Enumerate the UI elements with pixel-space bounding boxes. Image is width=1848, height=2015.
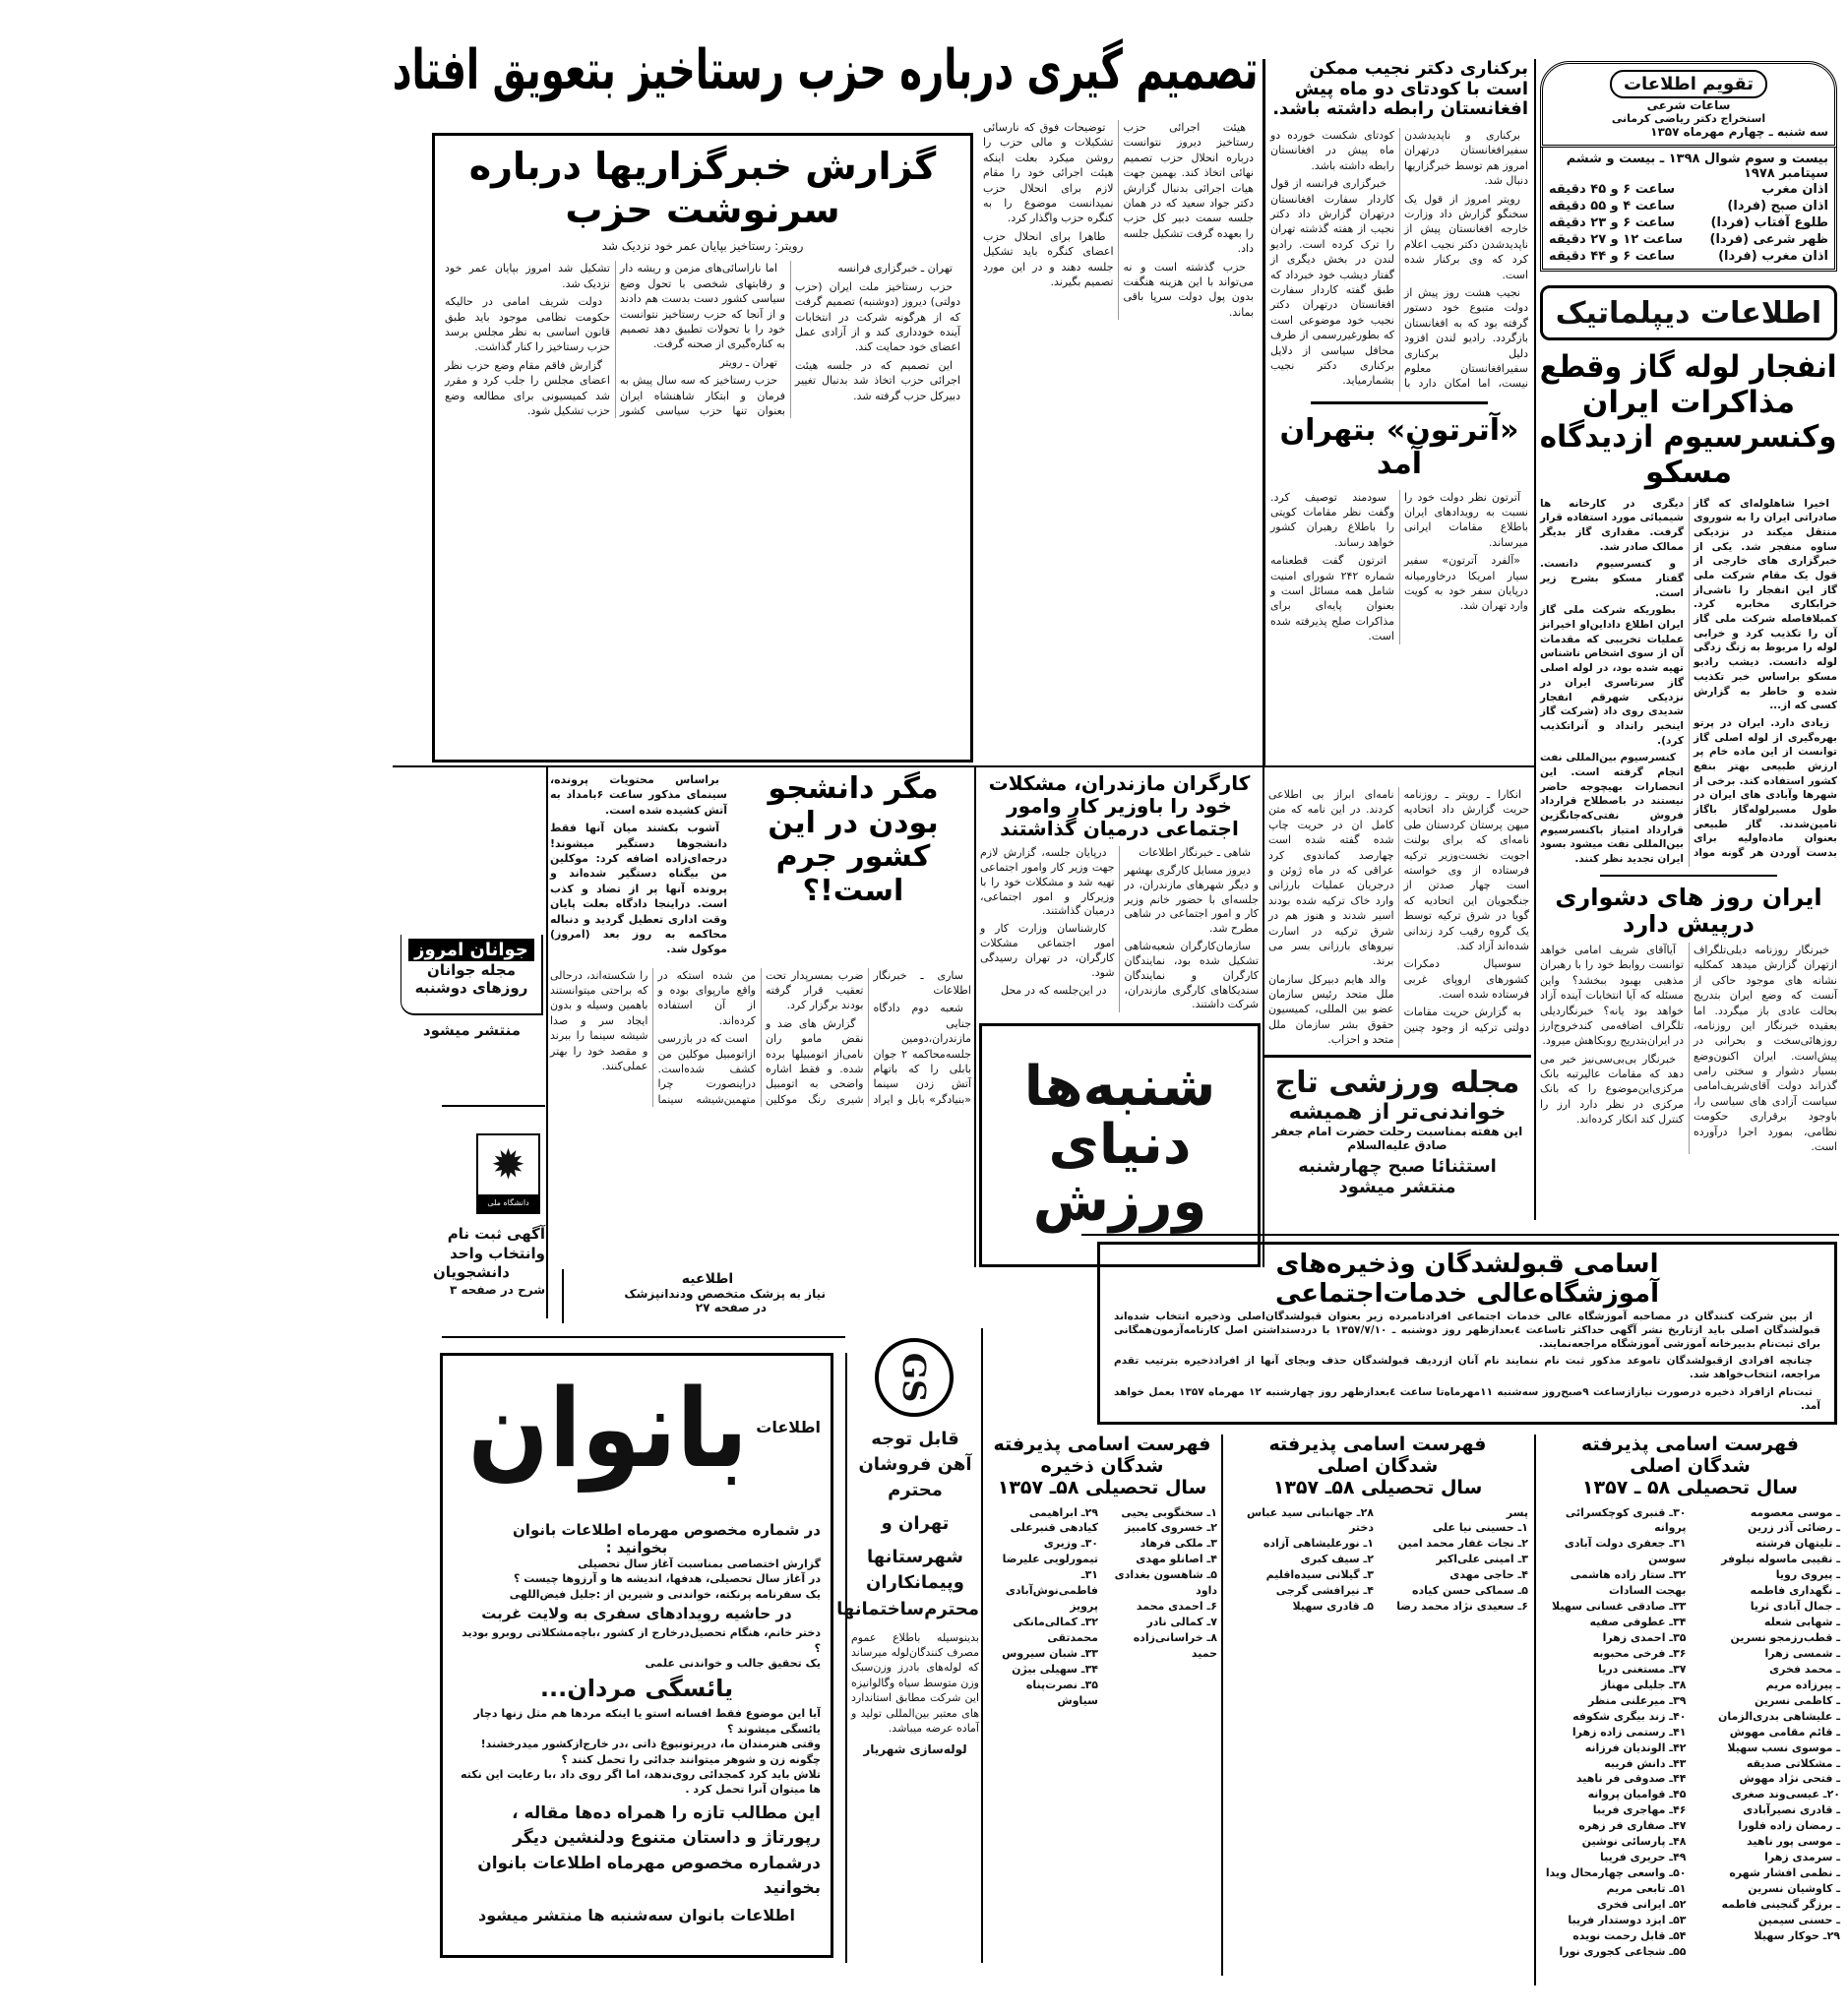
banovan-items — [453, 1625, 821, 1671]
list-year: سال تحصیلی ۵۸ـ ۱۳۵۷ — [1272, 1476, 1483, 1498]
list-item: ـ محمد فخری — [1769, 1662, 1840, 1676]
paragraph: آیاآقای شریف امامی خواهد توانست روابط خود را با رهبران مذهبی بهبود ببخشد؟ واین مسئله که آیا انتخابات آینده آزاد خواهد بود یانه؟ خبرنگاردیلی تلگراف اضافه‌می کندخروج‌ارز در ایران‌بتدریج روبکاهش میرود. — [1540, 943, 1684, 1048]
iron-ad-line: آهن فروشان — [858, 1454, 972, 1476]
list-item: ۴۷ـ صفاری فر زهره — [1578, 1819, 1687, 1833]
list-item: ۱ـ نورعلیشاهی آزاده — [1263, 1537, 1374, 1551]
paragraph: تهران ـ رویتر — [719, 355, 777, 369]
paragraph: درپایان جلسه، گزارش لازم جهت وزیر کار وامور اجتماعی تهیه شد و مشکلات خود را با وزیرکار و امور اجتماعی، درمیان گذاشتند. — [980, 846, 1115, 918]
paragraph: چنانچه افرادی ازقبولشدگان تاموعد مذکور ثبت نام ننمایند نام آنان ازردیف قبولشدگان حذف وبجای آنها از افرادذخیره بترتیب تقدم مراجعه، انتخاب‌خواهد شد. — [1114, 1355, 1820, 1381]
paragraph: یک سفرنامه پرنکته، خواندنی و شیرین از :جلیل فیض‌اللهی — [509, 1587, 821, 1601]
prayer-time-row — [1543, 214, 1834, 231]
afghan-article — [1270, 59, 1528, 392]
university-ad-line: آگهی ثبت نام — [447, 1225, 545, 1243]
banovan-read: بخوانید : — [605, 1539, 668, 1557]
box-article — [432, 133, 973, 763]
list-item: ۲ـ سیف کبری — [1300, 1553, 1374, 1566]
paragraph: برکناری و ناپدیدشدن سفیرافغانستان درتهران امروز هم توسط خبرگزاریها دنبال شد. — [1404, 129, 1528, 188]
list-item: ـ برزگر گنجینی فاطمه — [1721, 1897, 1840, 1911]
list-item: ۶ـ احمدی محمد — [1136, 1600, 1217, 1614]
paragraph: دولت شریف امامی در حالیکه حکومت نظامی موجود باید طبق قانون اساسی به نظر مجلس برسد حزب رستاخیز را کنار گذاشت. — [445, 295, 610, 354]
paragraph: شاهی ـ خبرنگار اطلاعات — [1139, 846, 1251, 859]
university-ad-page: شرح در صفحه ۳ — [450, 1282, 545, 1297]
paragraph: سودمند توصیف کرد. وگفت نظر مقامات کویتی را باطلاع رهبران کشور خواهد رساند. — [1270, 490, 1394, 549]
paragraph: گزارش فاقم مقام وضع حزب نظر اعضای مجلس را جلب کرد و مقرر شد کمیسیونی برای مطالعه وضع حزب تشکیل شود. — [445, 358, 610, 417]
iron-ad-signature: لوله‌سازی شهریار — [863, 1742, 967, 1757]
list-column — [987, 1505, 1098, 1709]
notice-title: اطلاعیه — [681, 1271, 734, 1287]
javanan-published: منتشر میشود — [422, 1021, 522, 1039]
list-item: ـ فتحی نژاد مهوش — [1739, 1772, 1840, 1786]
list-item: ـ کاوشیان نسرین — [1748, 1882, 1840, 1896]
paragraph: «آلفرد آترتون» سفیر سیار امریکا درخاورمیانه درپایان سفر خود به کویت وارد تهران شد. — [1404, 554, 1528, 613]
list-item: ـ رمضان زاده فلورا — [1738, 1819, 1840, 1833]
list-item: ـ پیرزاده مریم — [1765, 1678, 1840, 1691]
list-item: ـ شمسی زهرا — [1764, 1646, 1840, 1660]
list-item: ـ نقیبی ماسوله نیلوفر — [1721, 1553, 1840, 1566]
diplomatic-banner-text: اطلاعات دیپلماتیک — [1555, 295, 1822, 331]
students-headline: مگر دانشجو بودن در این کشور جرم است!؟ — [768, 771, 939, 908]
taj-published: منتشر میشود — [1338, 1177, 1456, 1197]
iran-body — [1540, 943, 1837, 1154]
paragraph: حزب رستاخیز که سه سال پیش به فرمان و ابتکار شاهنشاه ایران بعنوان تنها حزب سیاسی کشور تشکیل شد امروز بپایان عمر خود نزدیک شد. — [445, 262, 785, 417]
list-item: ۴۹ـ حریری فریبا — [1600, 1851, 1687, 1864]
list-item: ۲۹ـ حوکار سهیلا — [1754, 1928, 1840, 1942]
banovan-logo-wrap — [467, 1364, 747, 1494]
banovan-logo — [453, 1364, 821, 1521]
calendar-title: تقویم اطلاعات — [1610, 70, 1767, 98]
paragraph: هیئت اجرائی حزب رستاخیز دیروز نتوانست درباره انحلال حزب تصمیم نهائی اتخاذ کند. بهمین جهت هیات اجرائی بدنبال گزارش دکتر جواد سعید که در همان جلسه سمت دبیر کل حزب را بعهده گرفت تشکیل جلسه داد. — [1123, 121, 1254, 256]
mazandaran-headline: کارگران مازندران، مشکلات خود را باوزیر کار وامور اجتماعی درمیان گذاشتند — [988, 771, 1251, 840]
paragraph: شعبه دوم دادگاه جنایی مازندران،دومین جلسه‌محاکمه ۲ جوان بابلی را که باتهام آتش زدن سینما «بنیادگر» بابل و ایراد ضرب بمسرپدار تحت تعقیب قرار گرفته بودند برگزار کرد. — [766, 968, 971, 1106]
paragraph: آیا این موضوع فقط افسانه استو یا اینکه مردها هم مثل زنها دچار یائسگی میشوند ؟ — [473, 1707, 821, 1736]
list-item: ۳۰ـ وزیری تیمورلویی علیرضا — [1002, 1537, 1098, 1566]
list-title: فهرست اسامی پذیرفته — [1268, 1434, 1487, 1455]
sports-weekly-line: ورزش — [1032, 1170, 1207, 1235]
list-item: ۳۰ـ قنبری کوچکسرائی پروانه — [1565, 1505, 1687, 1535]
list-item: ۳۴ـ عطوفی صفیه — [1589, 1616, 1687, 1629]
list-columns — [1227, 1505, 1528, 1616]
list-item: ۵۴ـ قابل رحمت نویده — [1572, 1928, 1687, 1942]
gas-headline-line: وکنسرسیوم ازدیدگاه — [1540, 419, 1837, 456]
list-item: ۲ـ نجات غفار محمد امین — [1397, 1537, 1528, 1551]
list-item: ۳۲ـ ستار زاده هاشمی بهجت السادات — [1570, 1568, 1687, 1598]
banovan-intro: در شماره مخصوص مهرماه اطلاعات بانوان — [513, 1521, 821, 1539]
gas-body — [1540, 497, 1837, 867]
taj-note: این هفته بمناسبت رحلت حضرت امام جعفر صادق علیه‌السلام — [1271, 1125, 1523, 1152]
list-item: ۴۲ـ الوندیان فرزانه — [1584, 1740, 1687, 1754]
paragraph: در این‌جلسه که در محل — [1000, 983, 1107, 997]
university-logo — [476, 1133, 540, 1225]
acceptance-headline: اسامی قبولشدگان وذخیره‌های — [1275, 1250, 1659, 1279]
list-item: ـ قطب‌رزمجو نسرین — [1730, 1631, 1840, 1645]
prayer-time-row — [1543, 198, 1834, 214]
reserve-list — [987, 1435, 1217, 1709]
prayer-time-row — [1543, 181, 1834, 198]
list-item: ۵ـ شاهسون بغدادی داود — [1114, 1568, 1217, 1598]
iron-ad-line: محترم — [888, 1480, 943, 1501]
prayer-time-value: ساعت ۶ و ۲۳ دقیقه — [1549, 215, 1676, 230]
list-year: سال تحصیلی ۵۸ـ ۱۳۵۷ — [997, 1476, 1207, 1498]
list-item: ـ جمال آبادی ثریا — [1750, 1600, 1840, 1614]
students-body — [550, 968, 971, 1108]
list-item: ۲ـ خسروی کامبیز — [1124, 1521, 1217, 1535]
mazandaran-body — [980, 846, 1259, 1012]
list-item: ۳ـ ملکی فرهاد — [1140, 1537, 1217, 1551]
list-item: ۵۲ـ ایرانی فخری — [1596, 1897, 1687, 1911]
prayer-time-value: ساعت ۱۲ و ۲۷ دقیقه — [1549, 232, 1683, 247]
iran-headline: ایران روز های دشواری درپیش دارد — [1555, 883, 1822, 939]
list-item: ۳۳ـ صادقی غسانی سهیلا — [1552, 1600, 1687, 1614]
calendar-source: استخراج دکتر ریاضی کرمانی — [1611, 112, 1766, 125]
paragraph: چگونه زن و شوهر میتوانند جدائی را تحمل کنند ؟ — [561, 1752, 821, 1766]
list-item: ۲۰ـ عیسی‌وند صغری — [1731, 1788, 1840, 1801]
paragraph: از بین شرکت کنندگان در مصاحبه آموزشگاه عالی خدمات اجتماعی افرادنامبرده زیر بعنوان قبولشدگان‌اصلی وذخیره انتخاب شده‌اند قبولشدگان اصلی باید ازتاریخ نشر آگهی حداکثر تاساعت ٤بعدازظهر روز دوشنبه ـ ۱۳۵۷/۷/۱۰ با دردستداشتن اصل کارنامه‌آزمون‌همگانی برای ثبت‌نام بدبیرخانه آموزشی آموزشگاه مراجعه‌نمایند. — [1114, 1310, 1820, 1351]
list-column — [1106, 1505, 1217, 1709]
iran-article — [1540, 885, 1837, 1155]
box-article-body — [445, 261, 960, 418]
iron-ad-line: وپیمانکاران — [865, 1572, 964, 1594]
list-title: فهرست اسامی پذیرفته — [1581, 1434, 1799, 1455]
list-item: دختر — [1349, 1521, 1374, 1535]
iron-ad-line: شهرستانها — [867, 1547, 963, 1568]
list-item: ۳۵ـ احمدی زهرا — [1602, 1631, 1687, 1645]
banovan-brand: اطلاعات — [756, 1418, 821, 1436]
paragraph: در آغاز سال تحصیلی، هدفها، اندیشه ها و آرزوها چیست ؟ — [514, 1572, 821, 1586]
list-item: ۴ـ نیرافشی گرجی — [1275, 1584, 1374, 1598]
list-item: ۶ـ سعیدی نژاد محمد رضا — [1396, 1600, 1528, 1614]
paragraph: به گزارش حریت مقامات دولتی ترکیه از وجود چنین نامه‌ای ابراز بی اطلاعی کردند. در این نامه که متن کامل ان در حریت چاپ شده گفته شده است چهارصد کماندوی کرد عراقی که در ماه ژوئن و درجریان عملیات بارزانی وارد خاک ترکیه شده بودند اسیر شدند و هنوز هم در شرق ترکیه در اسارت نیروهای بارزانی بسر می برند. — [1268, 788, 1529, 1034]
prayer-time-label: اذان مغرب — [1761, 182, 1828, 197]
iron-ad-line: تهران و — [881, 1513, 950, 1535]
list-item: ـ تلیتهان فرشته — [1756, 1537, 1840, 1551]
box-article-byline: رویتر: رستاخیز بپایان عمر خود نزدیک شد — [601, 239, 804, 254]
prayer-time-row — [1543, 231, 1834, 248]
acceptance-headline: آموزشگاه‌عالی خدمات‌اجتماعی — [1275, 1278, 1659, 1309]
list-item: ـ موسی پور ناهید — [1747, 1835, 1840, 1849]
list-item: ـ علیشاهی بدری‌الزمان — [1718, 1709, 1840, 1723]
list-item: ۱ـ سخنگوبی یحیی — [1121, 1505, 1217, 1519]
paragraph: خبرنگار روزنامه دیلی‌تلگراف ازتهران گزارش میدهد کمکلیه نشانه های موجود حاکی از آنست که وضع ایران بتدریج بحالت عادی باز میگردد. اما بعقیده خبرنگار این روزنامه، روزهائی‌سخت و بحرانی در پیش‌است. ایران اکنون‌وضع بسیار دشوار و سختی رامی گذراند دولت آقای‌شریف‌امامی سیاست آزادی های سیاسی را، باوجود برقراری حکومت نظامی، بمورد اجرا درآورده است. — [1694, 943, 1837, 1154]
university-ad-line: وانتخاب واحد — [450, 1244, 545, 1262]
list-item: ۵ـ سماکی حسن کیاده — [1412, 1584, 1528, 1598]
paragraph: نجیب هشت روز پیش از دولت متبوع خود دستور گرفته بود که به افغانستان بازگردد. رادیو لندن افزود دلیل برکناری سفیرافغانستان معلوم نیست، اما امکان دارد با کودتای شکست خورده دو ماه پیش در افغانستان رابطه داشته باشد. — [1270, 129, 1528, 391]
prayer-time-value: ساعت ۶ و ۴۵ دقیقه — [1549, 182, 1676, 197]
javanan-title: مجله جوانان — [427, 961, 516, 979]
students-article — [550, 772, 971, 1107]
prayer-times — [1543, 181, 1834, 265]
main-headline — [393, 39, 1259, 102]
prayer-time-label: ظهر شرعی (فردا) — [1709, 232, 1828, 247]
list-item: ـ نظمی افشار شهره — [1729, 1866, 1840, 1880]
banovan-items — [453, 1706, 821, 1797]
list-item: ۳۱ـ جعفری دولت آبادی سوسن — [1564, 1537, 1687, 1566]
banovan-feature: در حاشیه رویدادهای سفری به ولایت غربت — [481, 1605, 792, 1623]
paragraph: سازمان‌کارگران شعبه‌شاهی تشکیل شده بود، نمایندگان کارگران و نمایندگان سندیکاهای کارگری مازندران، شرکت داشتند. — [1124, 940, 1259, 1011]
banovan-feature: یائسگی مردان... — [539, 1675, 734, 1703]
paragraph: دختر خانم، هنگام تحصیل‌درخارج از کشور ،باچه‌مشکلاتی روبرو بودید ؟ — [462, 1626, 821, 1655]
list-item: ۳۸ـ جلیلی مهناز — [1601, 1678, 1687, 1691]
paragraph: دیروز مسایل کارگری بهشهر و دیگر شهرهای مازندران، در جلسه‌ای با حضور خانم وزیر کار و امور اجتماعی در شاهی مطرح شد. — [1124, 863, 1259, 936]
list-subtitle: شدگان اصلی — [1317, 1454, 1439, 1477]
paragraph: براساس محتویات پرونده، سینمای مذکور ساعت ۶بامداد به آتش کشیده شده است. — [550, 773, 727, 817]
list-title: فهرست اسامی پذیرفته — [993, 1434, 1211, 1455]
paragraph: است که در بازرسی ازاتومبیل موکلین من کشف شده‌است. دراینصورت چرا متهمین‌شیشه سینما را شکسته‌اند، درحالی که براحتی میتوانستند باهمین وسیله و بدون ایجاد سر و صدا شیشه سینما را ببرند و مقصد خود را بهتر عملی‌کنند. — [550, 968, 756, 1106]
list-item: ـ موسوی نسب سهیلا — [1727, 1740, 1840, 1754]
gs-logo: GS — [875, 1338, 954, 1417]
paragraph: آترتون نظر دولت خود را نسبت به رویدادهای ایران باطلاع مقامات ایرانی میرساند. — [1404, 490, 1528, 549]
taj-schedule: استثنائا صبح چهارشنبه — [1298, 1156, 1497, 1177]
paragraph: تلاش باید کرد کمجدائی روی‌ندهد، اما اگر روی داد ،با رعایت این نکته ها میتوان آنرا تحمل کرد . — [461, 1767, 821, 1797]
notice-line: نیاز به پزشک متخصص ودندانپزشک — [624, 1287, 826, 1301]
list-item: ـ سرمدی زهرا — [1764, 1851, 1840, 1864]
list-item: ۴۵ـ قوامیان پروانه — [1587, 1788, 1687, 1801]
paragraph: ساری ـ خبرنگار اطلاعات — [873, 968, 971, 998]
paragraph: ثبت‌نام ازافراد ذخیره درصورت نیازازساعت ۹صبح‌روز سه‌شنبه ۱۱مهرماه‌تا ساعت ٤بعدازظهر روز چهارشنبه ۱۲ مهرماه ۱۳۵۷ بعمل خواهد آمد. — [1114, 1385, 1820, 1412]
main-list-girls — [1540, 1435, 1840, 1960]
banovan-closing: این مطالب تازه را همراه ده‌ها مقاله ، رپورتاژ و داستان متنوع ودلنشین دیگر درشماره مخصوص مهرماه اطلاعات بانوان بخوانید — [477, 1802, 821, 1899]
acceptance-body — [1114, 1310, 1820, 1413]
lead-article-body — [983, 120, 1254, 320]
main-headline-text: تصمیم گیری درباره حزب رستاخیز بتعویق افتاد — [393, 38, 1259, 102]
calendar-subtitle: ساعات شرعی — [1646, 98, 1731, 112]
sports-weekly-line: شنبه‌ها — [1023, 1054, 1216, 1119]
list-item: ۵۳ـ ایزد دوستدار فریبا — [1568, 1913, 1687, 1926]
taj-magazine-ad — [1263, 1055, 1531, 1197]
notice — [589, 1271, 826, 1314]
atherton-headline: «آترتون» بتهران آمد — [1279, 412, 1519, 482]
iron-ad-body: بدینوسیله باطلاع عموم مصرف کنندگان‌لوله میرساند که لوله‌های بادرز وزن‌سبک وزن متوسط سیاه وگالوانیزه این شرکت مطابق استاندارد های معتبر بین‌المللی تولید و آماده عرضه میباشد. — [851, 1630, 979, 1735]
paragraph: خبرگزاری فرانسه از قول کاردار سفارت افغانستان درتهران گزارش داد دکتر نجیب از هفته گذشته تهران را ترک کرده است. رادیو لندن در بخش دیگری از گفتار دیشب خود خبرداد که طبق گفته کاردار سفارت افغانستان درتهران دکتر نجیب خود موضوعی است که بطورغیررسمی از طرف محافل سیاسی از دلایل برکناری دکتر نجیب بشمارمیاید. — [1270, 177, 1394, 388]
paragraph: یک تحقیق جالب و خواندنی علمی — [645, 1656, 821, 1670]
list-item: ۴۴ـ صدوقی فر ناهید — [1575, 1772, 1687, 1786]
gas-headline-line: مسکو — [1644, 454, 1733, 490]
list-item: ۱ـ حسینی نیا علی — [1432, 1521, 1528, 1535]
sports-weekly-ad — [979, 1023, 1261, 1267]
divider — [1600, 875, 1777, 877]
list-item: ۳۲ـ کمالی‌مانکی محمدتقی — [1013, 1616, 1098, 1645]
list-item: ۳۳ـ شبان سیروس — [1002, 1646, 1098, 1660]
list-item: ۳۹ـ میرعلنی منظر — [1588, 1693, 1687, 1707]
list-columns — [1540, 1505, 1840, 1960]
list-item: ۳ـ گیلانی سیده‌اقلیم — [1265, 1568, 1374, 1582]
paragraph: حزب رستاخیز ملت ایران (حزب دولتی) دیروز (دوشنبه) تصمیم گرفت که از هرگونه شرکت در انتخابات آینده خودداری کند و از آزادی عمل اعضای خود حمایت کند. — [795, 279, 960, 354]
afghan-body — [1270, 128, 1528, 392]
prayer-time-row — [1543, 248, 1834, 265]
list-item: پسر — [1506, 1505, 1528, 1519]
list-item: ۳۷ـ مستغنی دریا — [1598, 1662, 1687, 1676]
list-item: ۲۹ـ ابراهیمی کیادهی قنبرعلی — [1010, 1505, 1098, 1535]
list-item: ـ قائم مقامی مهوش — [1729, 1725, 1840, 1739]
paragraph: زیادی دارد. ایران در پرتو بهره‌گیری از لوله اصلی گاز توانست از این ماده خام پر ارزش طبیعی بهتر بنفع کشور استفاده کند. برخی از شهرها وآبادی های ایران در طول مسیرلوله‌گاز باگاز تامین‌شدند. گاز طبیعی بعنوان ماده‌اولیه برای بدست آوردن هر گونه مواد دیگری در کارخانه ها شیمیائی مورد استفاده قرار گرفت. مقداری گاز بدیگر ممالک صادر شد. — [1540, 497, 1837, 860]
paragraph: اخیرا شاهلوله‌ای که گاز صادراتی ایران را به شوروی منتقل میکند در نزدیکی ساوه منفجر شد. یکی از خبرگزاری های خارجی از قول یک مقام شرکت ملی گاز این انفجار را ناشی‌از خرابکاری مخابره کرد. کمبلافاصله شرکت ملی گاز آن را تکذیب کرد و خرابی لوله را مربوط به زنگ زدگی لوله دانست. دیشب رادیو مسکو براساس خبر تکذیب شده و خاطر به گزارش کسی که از... — [1694, 497, 1837, 712]
calendar-date-other: بیست و سوم شوال ۱۳۹۸ ـ بیست و ششم سپتامبر ۱۹۷۸ — [1566, 152, 1828, 181]
paragraph: والد هایم دبیرکل سازمان ملل متحد رئیس سازمان عضو بین المللی، کمیسیون حقوق بشر سازمان ملل متحد و احزاب. — [1268, 972, 1394, 1047]
paragraph: این تصمیم که در جلسه هیئت اجرائی حزب اتخاذ شد بدنبال تغییر دبیرکل حزب گرفته شد. — [795, 358, 960, 402]
afghan-headline: برکناری دکتر نجیب ممکن است با کودتای دو ماه پیش افغانستان رابطه داشته باشد. — [1272, 58, 1528, 120]
university-ad-line: دانشجویان — [432, 1263, 511, 1281]
list-item: ۷ـ کمالی نادر — [1146, 1616, 1217, 1629]
list-item: ۳۴ـ سهیلی بیژن — [1012, 1662, 1098, 1676]
paragraph: کنسرسیوم بین‌المللی نفت انجام گرفته است. این انحصارات بهیچوجه حاضر نیستند در باصطلاح قرارداد فروش نفتی‌که‌جانگزین قرارداد امتیاز باکنسرسیوم بین‌المللی نفت میشود بسود ایران تجدید نظر کنند. — [1540, 752, 1684, 866]
banovan-footer: اطلاعات بانوان سه‌شنبه ها منتشر میشود — [478, 1905, 795, 1924]
prayer-time-label: اذان صبح (فردا) — [1727, 199, 1828, 214]
paragraph: بطوریکه شرکت ملی گاز ایران اطلاع داداین‌او اخیرانز عملیات تخریبی که مقدمات آن از سوی اشخاص ناشناس تهیه شده بود، در لوله اصلی گاز سرتاسری ایران در نزدیکی شهرقم انفجار شدیدی روی داد (شرکت گاز اینخبر رانداد و آنراتکذیب کرد). — [1540, 604, 1684, 747]
paragraph: رویتر امروز از قول یک سخنگو گزارش داد وزارت خارجه افغانستان پیش از ناپدیدشدن دکتر نجیب اعلام کرد که وی برکنار شده است. — [1404, 192, 1528, 281]
javanan-ad — [400, 935, 543, 1015]
paragraph: و کنسرسیوم دانست. گفتار مسکو بشرح زیر است. — [1540, 558, 1684, 599]
list-item: ۳ـ امینی علی‌اکبر — [1436, 1553, 1528, 1566]
list-item: ۴۰ـ زند بیگری شکوفه — [1572, 1709, 1687, 1723]
list-columns — [987, 1505, 1217, 1709]
paragraph: اما ناراسائی‌های مزمن و ریشه دار و رقابتهای شخصی با تحول وضع سیاسی کشور دست بدست هم دادند و از آنجا که حزب رستاخیز نتوانست خود را با تحولات تطبیق دهد تصمیم به کناره‌گیری از صحنه گرفت. — [620, 262, 785, 351]
paragraph: گزارش های ضد و نقض مامو ران نامی‌از اتومبیلها برده شده. و فقط اشاره واضحی به اتومبیل شیری رنگ موکلین من شده استکه در واقع مارپوای بوده و از آن استفاده کرده‌اند. — [657, 968, 864, 1106]
list-item: ۵۱ـ تابعی مریم — [1606, 1882, 1687, 1896]
list-item: ـ مشکلاتی صدیقه — [1746, 1756, 1840, 1770]
paragraph: گزارش اختصاصی بمناسبت آغاز سال تحصیلی — [578, 1557, 821, 1570]
list-item: ۴ـ حاجی مهدی — [1449, 1568, 1528, 1582]
list-item: ۸ـ خراسانی‌زاده حمید — [1133, 1631, 1217, 1660]
list-item: ۴۳ـ دانش فریبه — [1604, 1756, 1687, 1770]
javanan-days: روزهای دوشنبه — [414, 979, 528, 997]
list-item: ـ حسنی سیمین — [1757, 1913, 1840, 1926]
list-item: ـ نگهداری فاطمه — [1750, 1584, 1840, 1598]
list-subtitle: شدگان ذخیره — [1040, 1454, 1164, 1477]
university-logo-text: دانشگاه ملی ایران — [478, 1194, 538, 1212]
prayer-time-value: ساعت ۴ و ۵۵ دقیقه — [1549, 199, 1676, 214]
list-column — [1694, 1505, 1841, 1960]
list-item: ۳۱ـ فاطمی‌نوش‌آبادی پرویز — [1005, 1568, 1098, 1614]
box-article-headline: گزارش خبرگزاریها درباره سرنوشت حزب — [468, 145, 937, 231]
taj-tagline: خواندنی‌تر از همیشه — [1288, 1100, 1507, 1125]
paragraph: انکارا ـ رویتر ـ روزنامه حریت گزارش داد اتحادیه میهن پرستان کردستان طی نامه‌ای که برای بولنت اجویت نخست‌وزیر ترکیه فرستاده از وی خواسته است چهار صدتن از جنگجویان این اتحادیه که گویا در شرق ترکیه توسط یک گروه رقیب کرد زندانی شده‌اند آزاد کند. — [1403, 788, 1529, 952]
gas-headline-line: مذاکرات ایران — [1581, 384, 1796, 420]
iron-ad — [836, 1427, 979, 1759]
gas-headline-line: انفجار لوله گاز وقطع — [1540, 349, 1837, 385]
banovan-logo-text: بانوان — [467, 1366, 748, 1492]
paragraph: سوسیال دمکرات کشورهای اروپای غربی فرستاده شده است. — [1403, 957, 1529, 1002]
students-body-top — [550, 772, 727, 960]
calendar-date: سه شنبه ـ چهارم مهرماه ۱۳۵۷ — [1650, 125, 1828, 139]
gas-headline — [1540, 350, 1837, 491]
list-item: ـ شهابی شعله — [1763, 1616, 1840, 1629]
list-item: ـ قادری نصیرآبادی — [1743, 1803, 1840, 1817]
taj-title: مجله ورزشی تاج — [1274, 1066, 1520, 1100]
list-column — [1382, 1505, 1528, 1616]
iron-ad-line: محترم‌ساختمانها — [836, 1598, 979, 1619]
paragraph: خبرنگار بی‌بی‌سی‌نیز خبر می دهد که مقامات عالیرتبه بانک مرکزی‌این‌موضوع را که بانک مرکزی در نظر دارد ارز را کنترل کند انکار کرده‌اند. — [1540, 1052, 1684, 1127]
paragraph: آشوب بکشند میان آنها فقط دانشجوها دستگیر میشوند! درجه‌ای‌زاده اضافه کرد: موکلین من بیگناه دستگیر شده‌اند و پرونده آنها پر از تضاد و کذب است. دراینجا دادگاه بعلت پایان وقت اداری تعطیل گردید و دنباله محاکمه به روز بعد (امروز) موکول شد. — [550, 822, 727, 956]
list-item: ۲۸ـ جهانبانی سید عباس — [1247, 1505, 1374, 1519]
sports-weekly-line: دنیای — [1048, 1112, 1192, 1177]
list-item: ۴ـ اصانلو مهدی — [1136, 1553, 1217, 1566]
right-column — [1540, 61, 1837, 1154]
list-item: ـ پیروی رویا — [1775, 1568, 1840, 1582]
list-subtitle: شدگان اصلی — [1630, 1454, 1751, 1477]
list-year: سال تحصیلی ۵۸ ـ ۱۳۵۷ — [1581, 1476, 1799, 1498]
list-column — [1227, 1505, 1374, 1616]
list-item: ۵۰ـ واسعی چهارمحال ویدا — [1545, 1866, 1687, 1880]
flower-emblem-icon: ✹ — [490, 1140, 526, 1189]
prayer-time-value: ساعت ۶ و ۴۴ دقیقه — [1549, 249, 1676, 264]
list-item: ۳۶ـ فرخی محبوبه — [1592, 1646, 1687, 1660]
list-item: ـ رضائی آذر زرین — [1747, 1521, 1840, 1535]
paragraph: حزب گذشته است و نه می‌تواند با این هزینه هنگفت بدون پول دولت سرپا باقی بماند. — [1123, 260, 1254, 319]
javanan-logo: جوانان امروز — [408, 939, 534, 961]
atherton-article — [1270, 414, 1528, 644]
iron-ad-line: قابل توجه — [871, 1429, 959, 1449]
list-item: ۳۵ـ نصرت‌پناه سیاوش — [1025, 1678, 1098, 1707]
acceptance-notice — [1097, 1242, 1837, 1425]
list-item: ۵ـ قادری سهیلا — [1292, 1600, 1374, 1614]
turkey-article-body — [1268, 787, 1529, 1048]
list-item: ۴۸ـ پارسائی نوشین — [1581, 1835, 1687, 1849]
banovan-ad — [440, 1353, 833, 1958]
banovan-items — [453, 1557, 821, 1602]
paragraph: تهران ـ خبرگزاری فرانسه — [837, 262, 953, 275]
afghan-atherton-column — [1270, 59, 1528, 644]
main-list-boys — [1227, 1435, 1528, 1615]
prayer-time-label: طلوع آفتاب (فردا) — [1710, 215, 1828, 230]
paragraph: طاهرا برای انحلال حزب اعضای کنگره باید تشکیل جلسه دهند و در این مورد تصمیم بگیرند. — [983, 229, 1114, 288]
diplomatic-banner — [1540, 285, 1837, 340]
list-item: ـ موسی معصومه — [1750, 1505, 1840, 1519]
paragraph: توضیحات فوق که نارسائی تشکیلات و مالی حزب را روشن میکرد بعلت اینکه هیئت اجرائی خود را مقام لازم برای انحلال حزب نمیدانست موضوع را به کنگره حزب واگذار کرد. — [983, 121, 1114, 225]
notice-line: در صفحه ۲۷ — [695, 1301, 767, 1314]
list-column — [1540, 1505, 1687, 1960]
atherton-body — [1270, 490, 1528, 644]
list-item: ۴۶ـ مهاجری فریبا — [1592, 1803, 1687, 1817]
list-item: ۵۵ـ شجاعی کجوری نورا — [1559, 1944, 1687, 1958]
paragraph: اترتون گفت قطعنامه شماره ۲۴۲ شورای امنیت شامل همه مسائل است و بعنوان پایه‌ای برای مذاکرات صلح پذیرفته شده است. — [1270, 554, 1394, 643]
paragraph: کارشناسان وزارت کار و امور اجتماعی مشکلات کارگران، در تهران رسیدگی شود. — [980, 922, 1115, 979]
university-ad — [398, 1225, 545, 1298]
paragraph: وقتی هنرمندان ما، درپرتونبوغ ذاتی ،در خارج‌ازکشور میدرخشند! — [480, 1738, 821, 1751]
prayer-time-label: اذان مغرب (فردا) — [1718, 249, 1828, 264]
mazandaran-article — [980, 772, 1259, 1012]
divider — [1311, 401, 1488, 404]
calendar — [1540, 61, 1837, 272]
list-item: ۴۱ـ رستمی زاده زهرا — [1571, 1725, 1687, 1739]
list-item: ـ کاظمی نسرین — [1754, 1693, 1840, 1707]
